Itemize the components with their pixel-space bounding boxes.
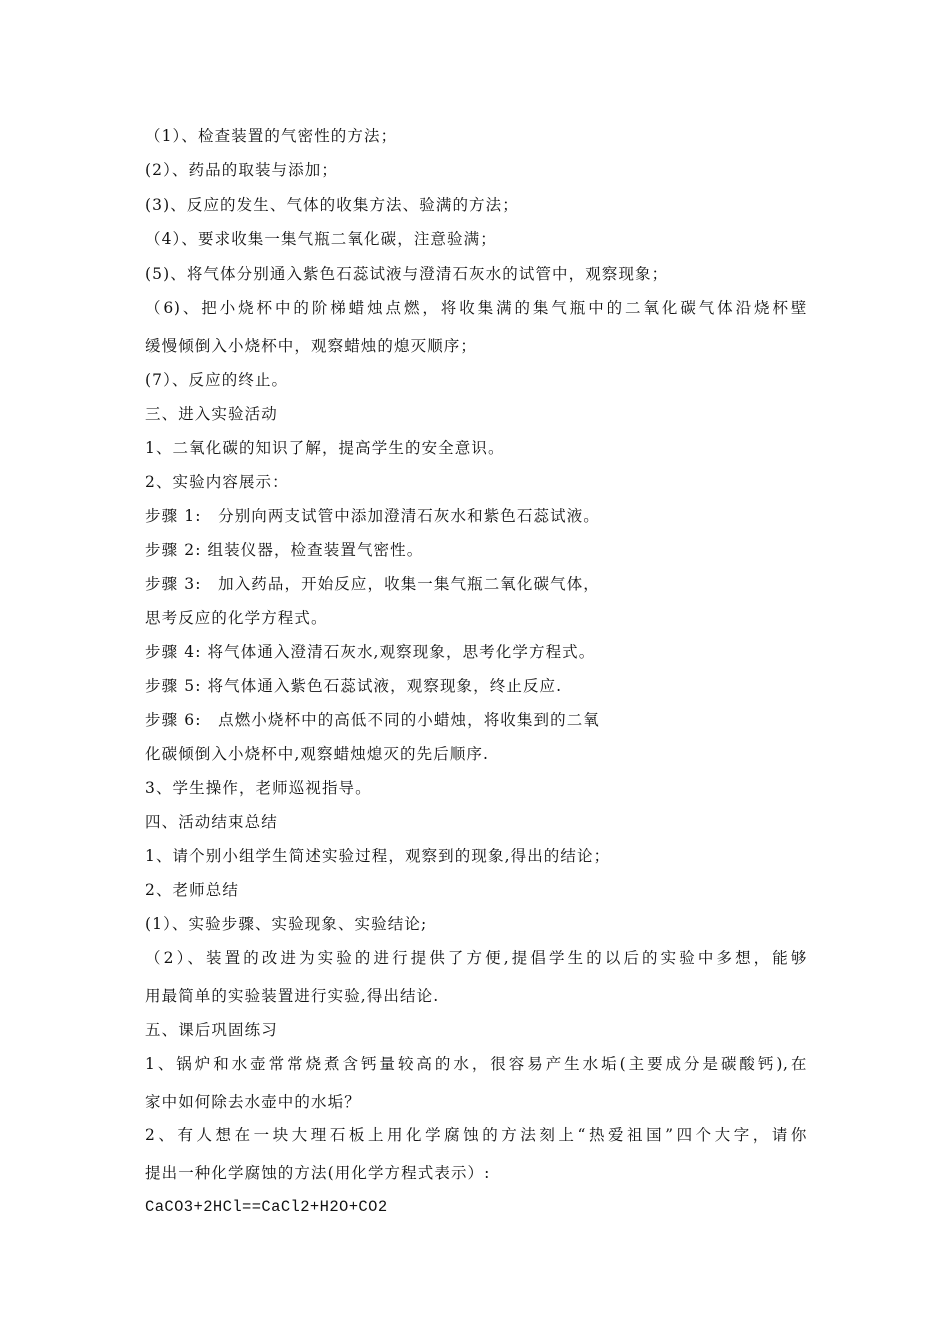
step-line: 步骤 2: 组装仪器，检查装置气密性。: [145, 541, 424, 559]
text-line: (5)、将气体分别通入紫色石蕊试液与澄清石灰水的试管中，观察现象；: [145, 265, 669, 283]
text-line: 思考反应的化学方程式。: [145, 609, 328, 627]
step-line: 步骤 4: 将气体通入澄清石灰水,观察现象，思考化学方程式。: [145, 643, 596, 661]
text-line: 3、学生操作，老师巡视指导。: [145, 779, 372, 797]
text-line: 提出一种化学腐蚀的方法(用化学方程式表示）:: [145, 1164, 491, 1182]
text-line: 2、老师总结: [145, 881, 239, 899]
step-line: 步骤 1: 分别向两支试管中添加澄清石灰水和紫色石蕊试液。: [145, 507, 600, 525]
text-line: 2、实验内容展示：: [145, 473, 289, 491]
text-line: (7）、反应的终止。: [145, 371, 289, 389]
chemical-equation: CaCO3+2HCl==CaCl2+H2O+CO2: [145, 1198, 388, 1216]
step-line: 步骤 5: 将气体通入紫色石蕊试液，观察现象，终止反应.: [145, 677, 563, 695]
text-line: 1、锅炉和水壶常常烧煮含钙量较高的水，很容易产生水垢(主要成分是碳酸钙),在: [145, 1055, 807, 1073]
section-heading: 四、活动结束总结: [145, 813, 278, 831]
text-line: （2）、装置的改进为实验的进行提供了方便,提倡学生的以后的实验中多想，能够: [145, 949, 807, 967]
text-line: 化碳倾倒入小烧杯中,观察蜡烛熄灭的先后顺序.: [145, 745, 490, 763]
text-line: （1）、检查装置的气密性的方法；: [145, 127, 398, 145]
step-line: 步骤 6: 点燃小烧杯中的高低不同的小蜡烛，将收集到的二氧: [145, 711, 600, 729]
section-heading: 五、课后巩固练习: [145, 1021, 278, 1039]
text-line: 用最简单的实验装置进行实验,得出结论.: [145, 987, 440, 1005]
section-heading: 三、进入实验活动: [145, 405, 278, 423]
text-line: 2、有人想在一块大理石板上用化学腐蚀的方法刻上“热爱祖国”四个大字，请你: [145, 1126, 807, 1144]
text-line: 家中如何除去水壶中的水垢？: [145, 1093, 361, 1111]
text-line: （4）、要求收集一集气瓶二氧化碳，注意验满；: [145, 230, 497, 248]
text-line: 1、二氧化碳的知识了解，提高学生的安全意识。: [145, 439, 505, 457]
step-line: 步骤 3: 加入药品，开始反应，收集一集气瓶二氧化碳气体，: [145, 575, 600, 593]
text-line: (1）、实验步骤、实验现象、实验结论;: [145, 915, 428, 933]
text-line: 1、请个别小组学生简述实验过程，观察到的现象,得出的结论；: [145, 847, 611, 865]
text-line: (3)、反应的发生、气体的收集方法、验满的方法；: [145, 196, 519, 214]
text-line: (2）、药品的取装与添加；: [145, 161, 338, 179]
text-line: 缓慢倾倒入小烧杯中，观察蜡烛的熄灭顺序；: [145, 337, 478, 355]
text-line: （6)、把小烧杯中的阶梯蜡烛点燃，将收集满的集气瓶中的二氧化碳气体沿烧杯壁: [145, 299, 807, 317]
